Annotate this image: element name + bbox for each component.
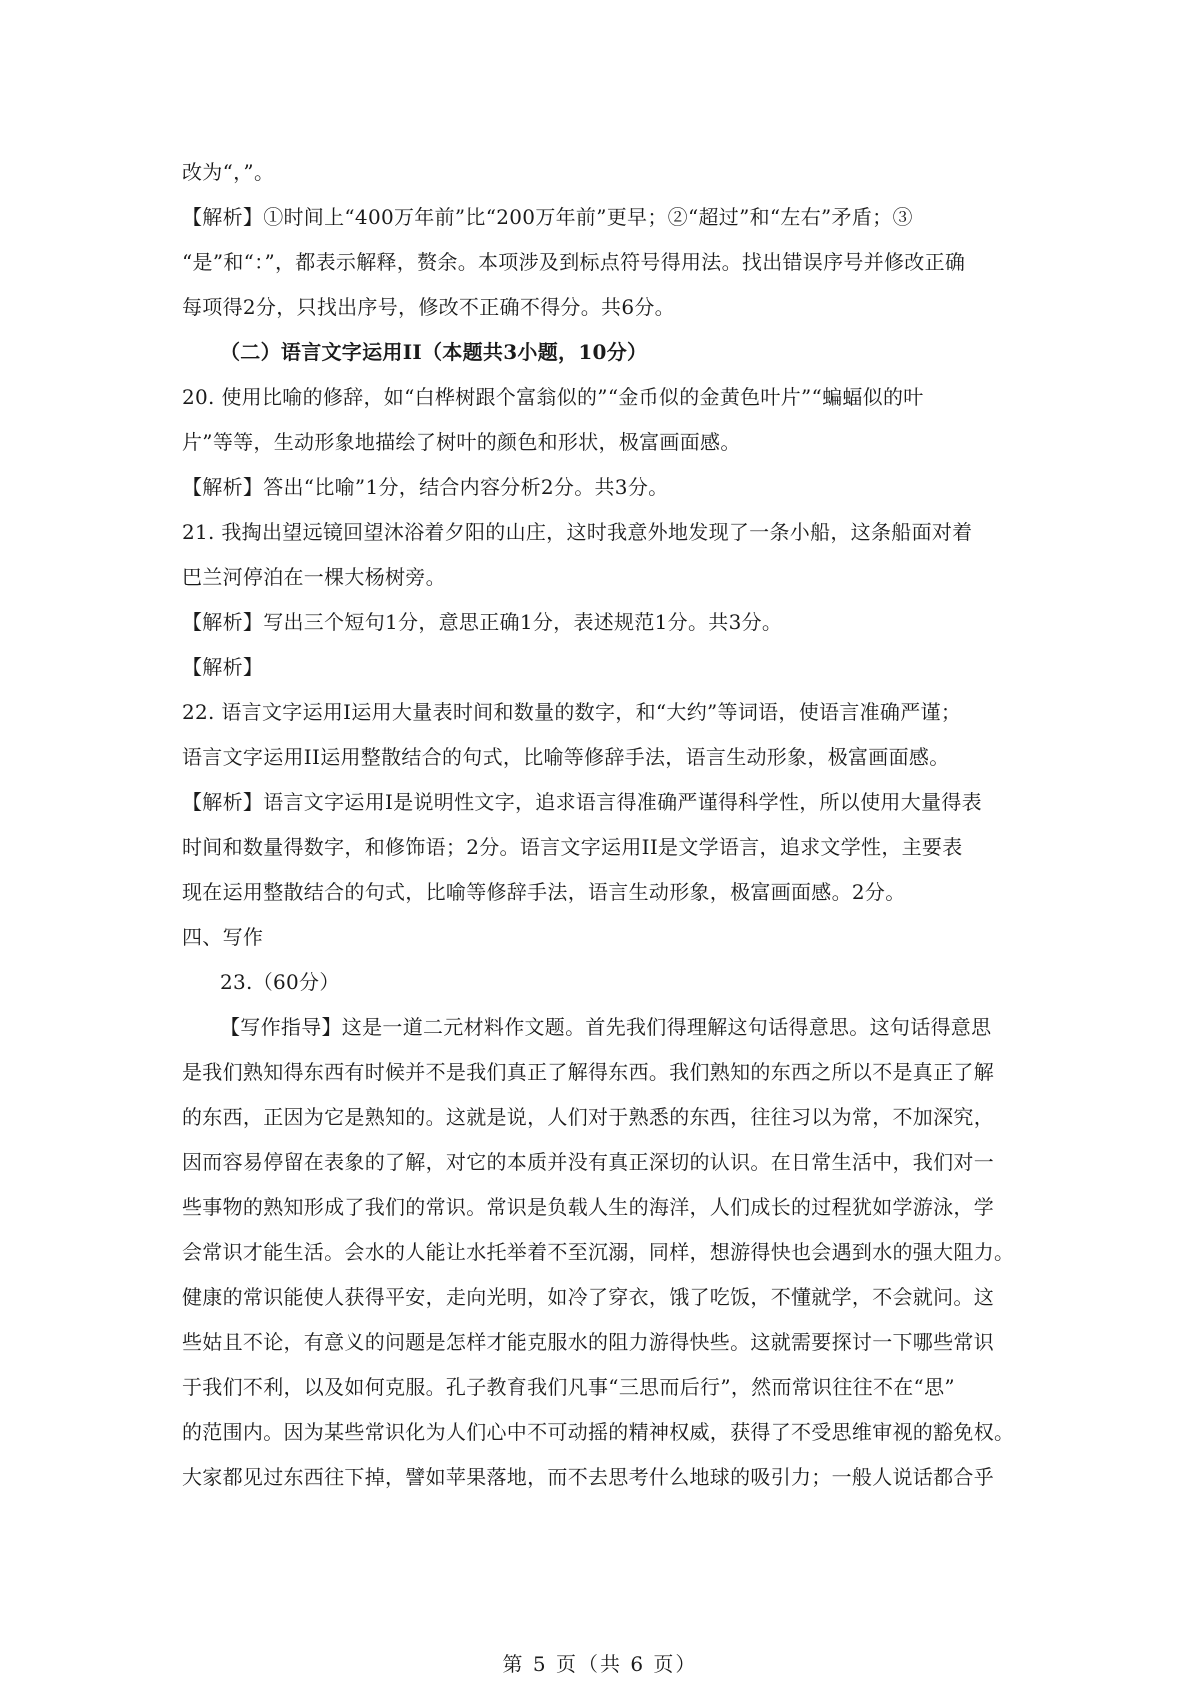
text-line: 是我们熟知得东西有时候并不是我们真正了解得东西。我们熟知的东西之所以不是真正了解 (182, 1060, 994, 1084)
text-line: 21. 我掏出望远镜回望沐浴着夕阳的山庄，这时我意外地发现了一条小船，这条船面对着 (182, 520, 973, 544)
text-line: 每项得2分，只找出序号，修改不正确不得分。共6分。 (182, 295, 675, 319)
text-line: 的东西，正因为它是熟知的。这就是说，人们对于熟悉的东西，往往习以为常，不加深究， (182, 1105, 994, 1129)
text-line: 大家都见过东西往下掉，譬如苹果落地，而不去思考什么地球的吸引力；一般人说话都合乎 (182, 1465, 994, 1489)
text-line: 片”等等，生动形象地描绘了树叶的颜色和形状，极富画面感。 (182, 430, 741, 454)
text-line: 语言文字运用II运用整散结合的句式，比喻等修辞手法，语言生动形象，极富画面感。 (182, 745, 950, 769)
text-line: 20. 使用比喻的修辞，如“白桦树跟个富翁似的”“金币似的金黄色叶片”“蝙蝠似的叶 (182, 385, 924, 409)
text-line: 时间和数量得数字，和修饰语；2分。语言文字运用II是文学语言，追求文学性，主要表 (182, 835, 963, 859)
text-line: 现在运用整散结合的句式，比喻等修辞手法，语言生动形象，极富画面感。2分。 (182, 880, 906, 904)
question-number: 23.（60分） (220, 970, 340, 994)
section-heading: （二）语言文字运用II（本题共3小题，10分） (220, 340, 648, 364)
text-line: 【解析】①时间上“400万年前”比“200万年前”更早；②“超过”和“左右”矛盾；③ (182, 205, 913, 229)
text-line: 改为“，”。 (182, 160, 275, 184)
text-line: 【写作指导】这是一道二元材料作文题。首先我们得理解这句话得意思。这句话得意思 (220, 1015, 992, 1039)
text-line: 的范围内。因为某些常识化为人们心中不可动摇的精神权威，获得了不受思维审视的豁免权。 (182, 1420, 1015, 1444)
text-line: 健康的常识能使人获得平安，走向光明，如冷了穿衣，饿了吃饭，不懂就学，不会就问。这 (182, 1285, 994, 1309)
text-line: 些姑且不论，有意义的问题是怎样才能克服水的阻力游得快些。这就需要探讨一下哪些常识 (182, 1330, 994, 1354)
document-body (182, 150, 1024, 1500)
text-line: “是”和“：”，都表示解释，赘余。本项涉及到标点符号得用法。找出错误序号并修改正确 (182, 250, 966, 274)
text-line: 22. 语言文字运用I运用大量表时间和数量的数字，和“大约”等词语，使语言准确严谨； (182, 700, 962, 724)
text-line: 【解析】写出三个短句1分，意思正确1分，表述规范1分。共3分。 (182, 610, 783, 634)
text-line: 巴兰河停泊在一棵大杨树旁。 (182, 565, 446, 589)
text-line: 些事物的熟知形成了我们的常识。常识是负载人生的海洋，人们成长的过程犹如学游泳，学 (182, 1195, 994, 1219)
text-line: 会常识才能生活。会水的人能让水托举着不至沉溺，同样，想游得快也会遇到水的强大阻力。 (182, 1240, 1015, 1264)
page-footer: 第 5 页（共 6 页） (502, 1652, 698, 1676)
text-line: 因而容易停留在表象的了解，对它的本质并没有真正深切的认识。在日常生活中，我们对一 (182, 1150, 994, 1174)
text-line: 【解析】语言文字运用I是说明性文字，追求语言得准确严谨得科学性，所以使用大量得表 (182, 790, 982, 814)
section-heading: 四、写作 (182, 925, 264, 949)
text-line: 于我们不利，以及如何克服。孔子教育我们凡事“三思而后行”，然而常识往往不在“思” (182, 1375, 955, 1399)
text-line: 【解析】 (182, 655, 264, 679)
text-line: 【解析】答出“比喻”1分，结合内容分析2分。共3分。 (182, 475, 669, 499)
